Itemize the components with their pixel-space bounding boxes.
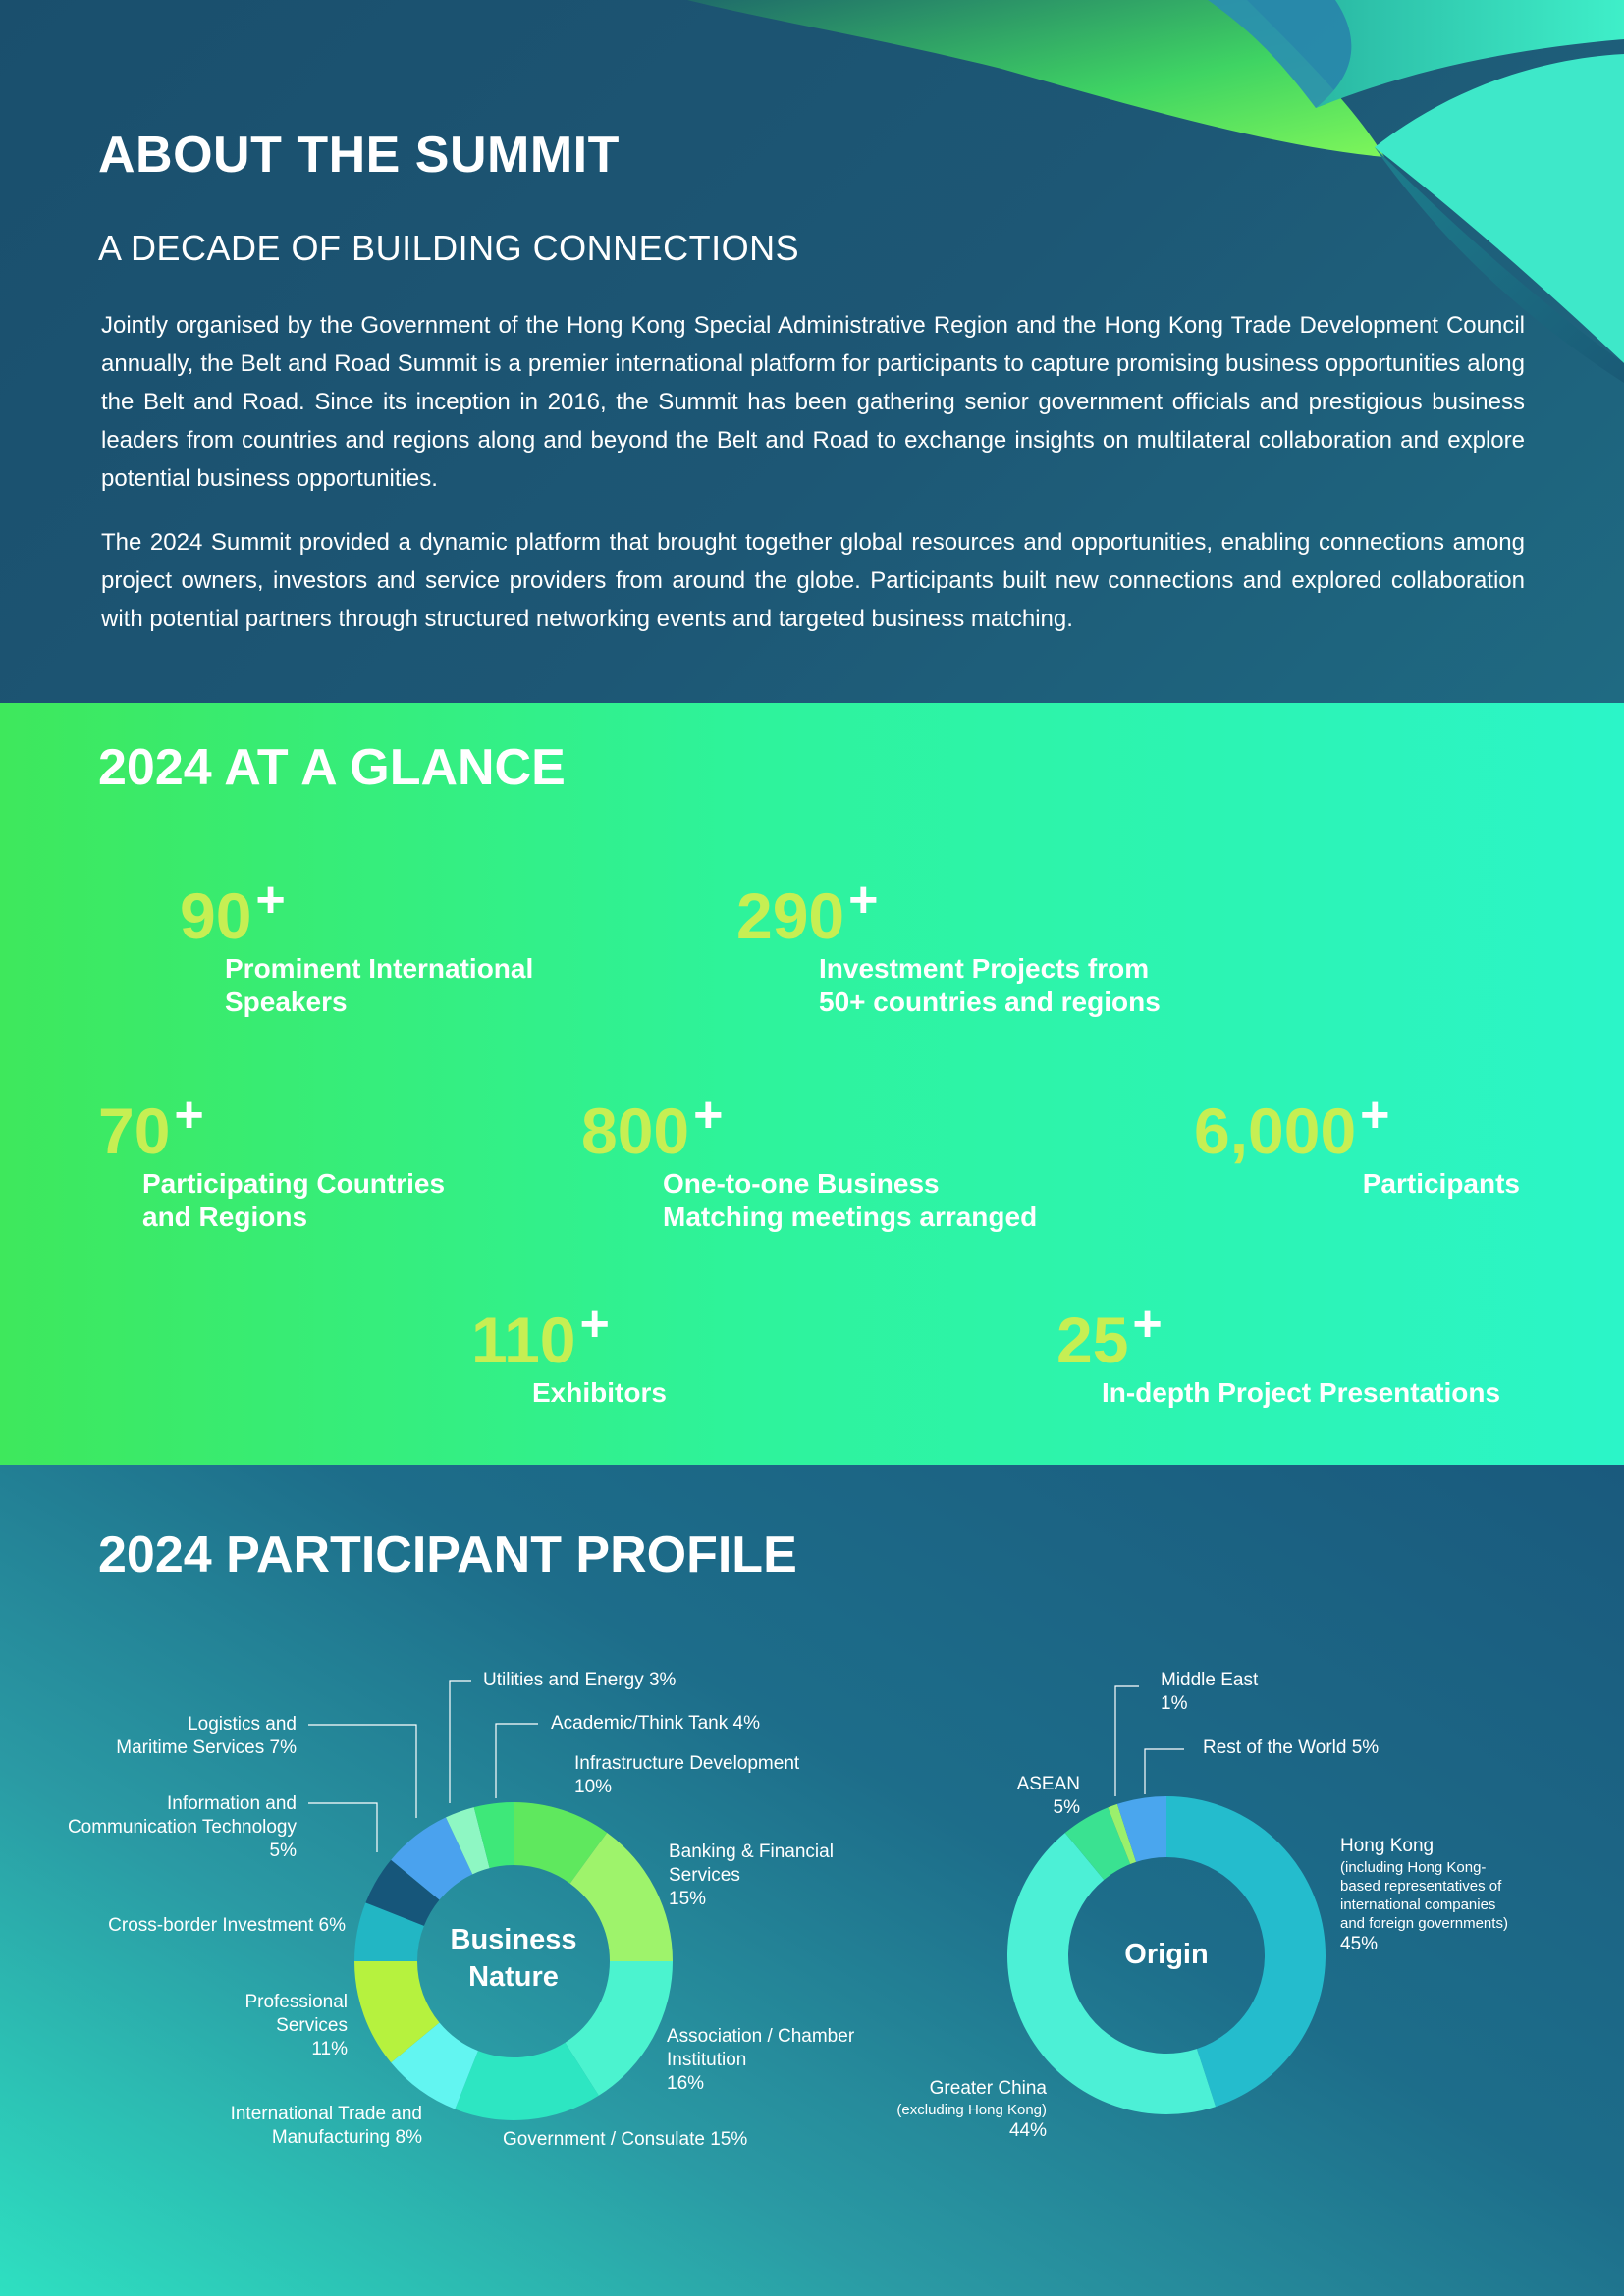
label-note: based representatives of <box>1340 1878 1502 1895</box>
plus-sign: + <box>174 1087 204 1144</box>
leader-line-logistics <box>308 1725 416 1818</box>
label-note: and foreign governments) <box>1340 1915 1508 1932</box>
label-infrastructure <box>574 1752 799 1799</box>
stat-label: Speakers <box>225 987 348 1017</box>
label-line: 5% <box>1053 1797 1080 1818</box>
stat-value: 110 <box>471 1304 576 1376</box>
label-greater-china <box>896 2077 1047 2143</box>
label-line: 1% <box>1161 1693 1188 1714</box>
stat-countries <box>98 1083 445 1234</box>
label-cross-border: Cross-border Investment 6% <box>108 1915 346 1936</box>
about-title: ABOUT THE SUMMIT <box>98 127 620 184</box>
stat-value: 290 <box>736 880 845 952</box>
stat-value: 800 <box>581 1095 690 1167</box>
label-trade <box>231 2103 422 2150</box>
label-line: 15% <box>669 1889 707 1909</box>
label-line: Middle East <box>1161 1670 1259 1690</box>
stat-label: Exhibitors <box>532 1377 667 1408</box>
plus-sign: + <box>255 872 286 929</box>
stat-value-row <box>1194 1083 1520 1167</box>
stat-label: and Regions <box>142 1201 308 1232</box>
leader-line-middle-east <box>1115 1686 1139 1796</box>
center-line: Business <box>450 1924 577 1955</box>
stat-value-row <box>581 1083 1037 1167</box>
label-asean <box>1017 1773 1080 1820</box>
label-line: Association / Chamber <box>667 2026 855 2047</box>
plus-sign: + <box>579 1296 610 1353</box>
stat-exhibitors <box>471 1292 667 1410</box>
stat-presentations <box>1056 1292 1500 1410</box>
stat-value-row <box>180 868 533 952</box>
label-line: 5% <box>269 1841 297 1861</box>
label-line: Hong Kong <box>1340 1836 1435 1856</box>
stat-value-row <box>736 868 1161 952</box>
label-professional <box>244 1991 348 2061</box>
plus-sign: + <box>1360 1087 1390 1144</box>
label-line: Greater China <box>929 2078 1047 2099</box>
label-ict <box>68 1792 297 1863</box>
origin-center-label: Origin <box>1124 1939 1209 1970</box>
stat-label: Investment Projects from <box>819 953 1150 984</box>
stat-label: Matching meetings arranged <box>663 1201 1038 1232</box>
profile-section <box>0 1465 1624 2296</box>
leader-line-utilities <box>450 1681 471 1803</box>
label-line: Infrastructure Development <box>574 1753 800 1774</box>
label-line: 10% <box>574 1777 613 1797</box>
label-line: Banking & Financial <box>669 1842 834 1862</box>
stat-label: Prominent International <box>225 953 534 984</box>
stat-label: In-depth Project Presentations <box>1102 1377 1501 1408</box>
stat-matching <box>581 1083 1037 1234</box>
label-hong-kong <box>1340 1835 1508 1956</box>
label-line: Services <box>276 2015 348 2036</box>
label-line: Information and <box>166 1793 297 1814</box>
profile-title: 2024 PARTICIPANT PROFILE <box>98 1526 797 1583</box>
label-banking <box>669 1841 834 1911</box>
label-association <box>667 2025 854 2096</box>
leader-line-rest-of-world <box>1145 1749 1184 1794</box>
about-subtitle: A DECADE OF BUILDING CONNECTIONS <box>98 228 800 268</box>
label-line: ASEAN <box>1016 1774 1080 1794</box>
stat-label: Participants <box>1362 1168 1520 1199</box>
plus-sign: + <box>1132 1296 1163 1353</box>
glance-title: 2024 AT A GLANCE <box>98 739 566 796</box>
label-line: 45% <box>1340 1934 1379 1954</box>
stat-value: 25 <box>1056 1304 1129 1376</box>
stat-value: 70 <box>98 1095 171 1167</box>
label-line: 16% <box>667 2073 705 2094</box>
stat-label: 50+ countries and regions <box>819 987 1161 1017</box>
label-line: Professional <box>244 1992 348 2012</box>
label-line: Services <box>669 1865 740 1886</box>
slice-greater-china-excluding-hong-kong <box>1007 1833 1216 2114</box>
label-note: (excluding Hong Kong) <box>896 2102 1047 2118</box>
stat-label: Participating Countries <box>142 1168 446 1199</box>
label-line: Logistics and <box>188 1714 297 1735</box>
stat-speakers <box>180 868 533 1019</box>
business-nature-center-label <box>425 1921 602 1996</box>
label-line: 11% <box>311 2039 348 2059</box>
center-line: Nature <box>468 1961 559 1993</box>
stat-value-row <box>1056 1292 1500 1376</box>
plus-sign: + <box>693 1087 724 1144</box>
label-line: International Trade and <box>230 2104 422 2124</box>
about-section <box>0 0 1624 703</box>
label-line: Manufacturing 8% <box>271 2127 422 2148</box>
label-logistics <box>116 1713 297 1760</box>
plus-sign: + <box>848 872 879 929</box>
label-line: 44% <box>1008 2120 1047 2141</box>
stat-value: 90 <box>180 880 252 952</box>
stat-label: One-to-one Business <box>663 1168 940 1199</box>
stat-value: 6,000 <box>1194 1095 1357 1167</box>
leader-line-ict <box>308 1803 377 1852</box>
label-note: international companies <box>1340 1896 1496 1913</box>
stat-projects <box>736 868 1161 1019</box>
label-line: Communication Technology <box>67 1817 297 1838</box>
label-rest-of-world: Rest of the World 5% <box>1203 1737 1380 1758</box>
stat-value-row <box>98 1083 445 1167</box>
label-middle-east <box>1161 1669 1258 1716</box>
stat-participants <box>1194 1083 1520 1201</box>
leader-line-academic <box>496 1724 538 1798</box>
glance-section <box>0 703 1624 1465</box>
label-line: Maritime Services 7% <box>116 1737 297 1758</box>
about-paragraph-1: Jointly organised by the Government of the Hong Kong Special Administrative Region and the Hong Kong Trade Development Council annually, the Belt and Road Summit is a premier international platform for participants to capture promising business opportunities along the Belt and Road. Since its inception in 2016, the Summit has been gathering senior government officials and prestigious business leaders from countries and regions along and beyond the Belt and Road to exchange insights on multilateral collaboration and explore potential business opportunities. <box>101 312 1525 492</box>
stat-value-row <box>471 1292 667 1376</box>
label-utilities: Utilities and Energy 3% <box>483 1670 677 1690</box>
label-note: (including Hong Kong- <box>1340 1859 1487 1876</box>
label-academic: Academic/Think Tank 4% <box>551 1713 760 1734</box>
label-government: Government / Consulate 15% <box>503 2129 748 2150</box>
about-paragraph-2: The 2024 Summit provided a dynamic platform that brought together global resources and opportunities, enabling connections among project owners, investors and service providers from around the globe. Participants built new connections and explored collaboration with potential partners through structured networking events and targeted business matching. <box>101 529 1525 632</box>
label-line: Institution <box>667 2050 747 2070</box>
